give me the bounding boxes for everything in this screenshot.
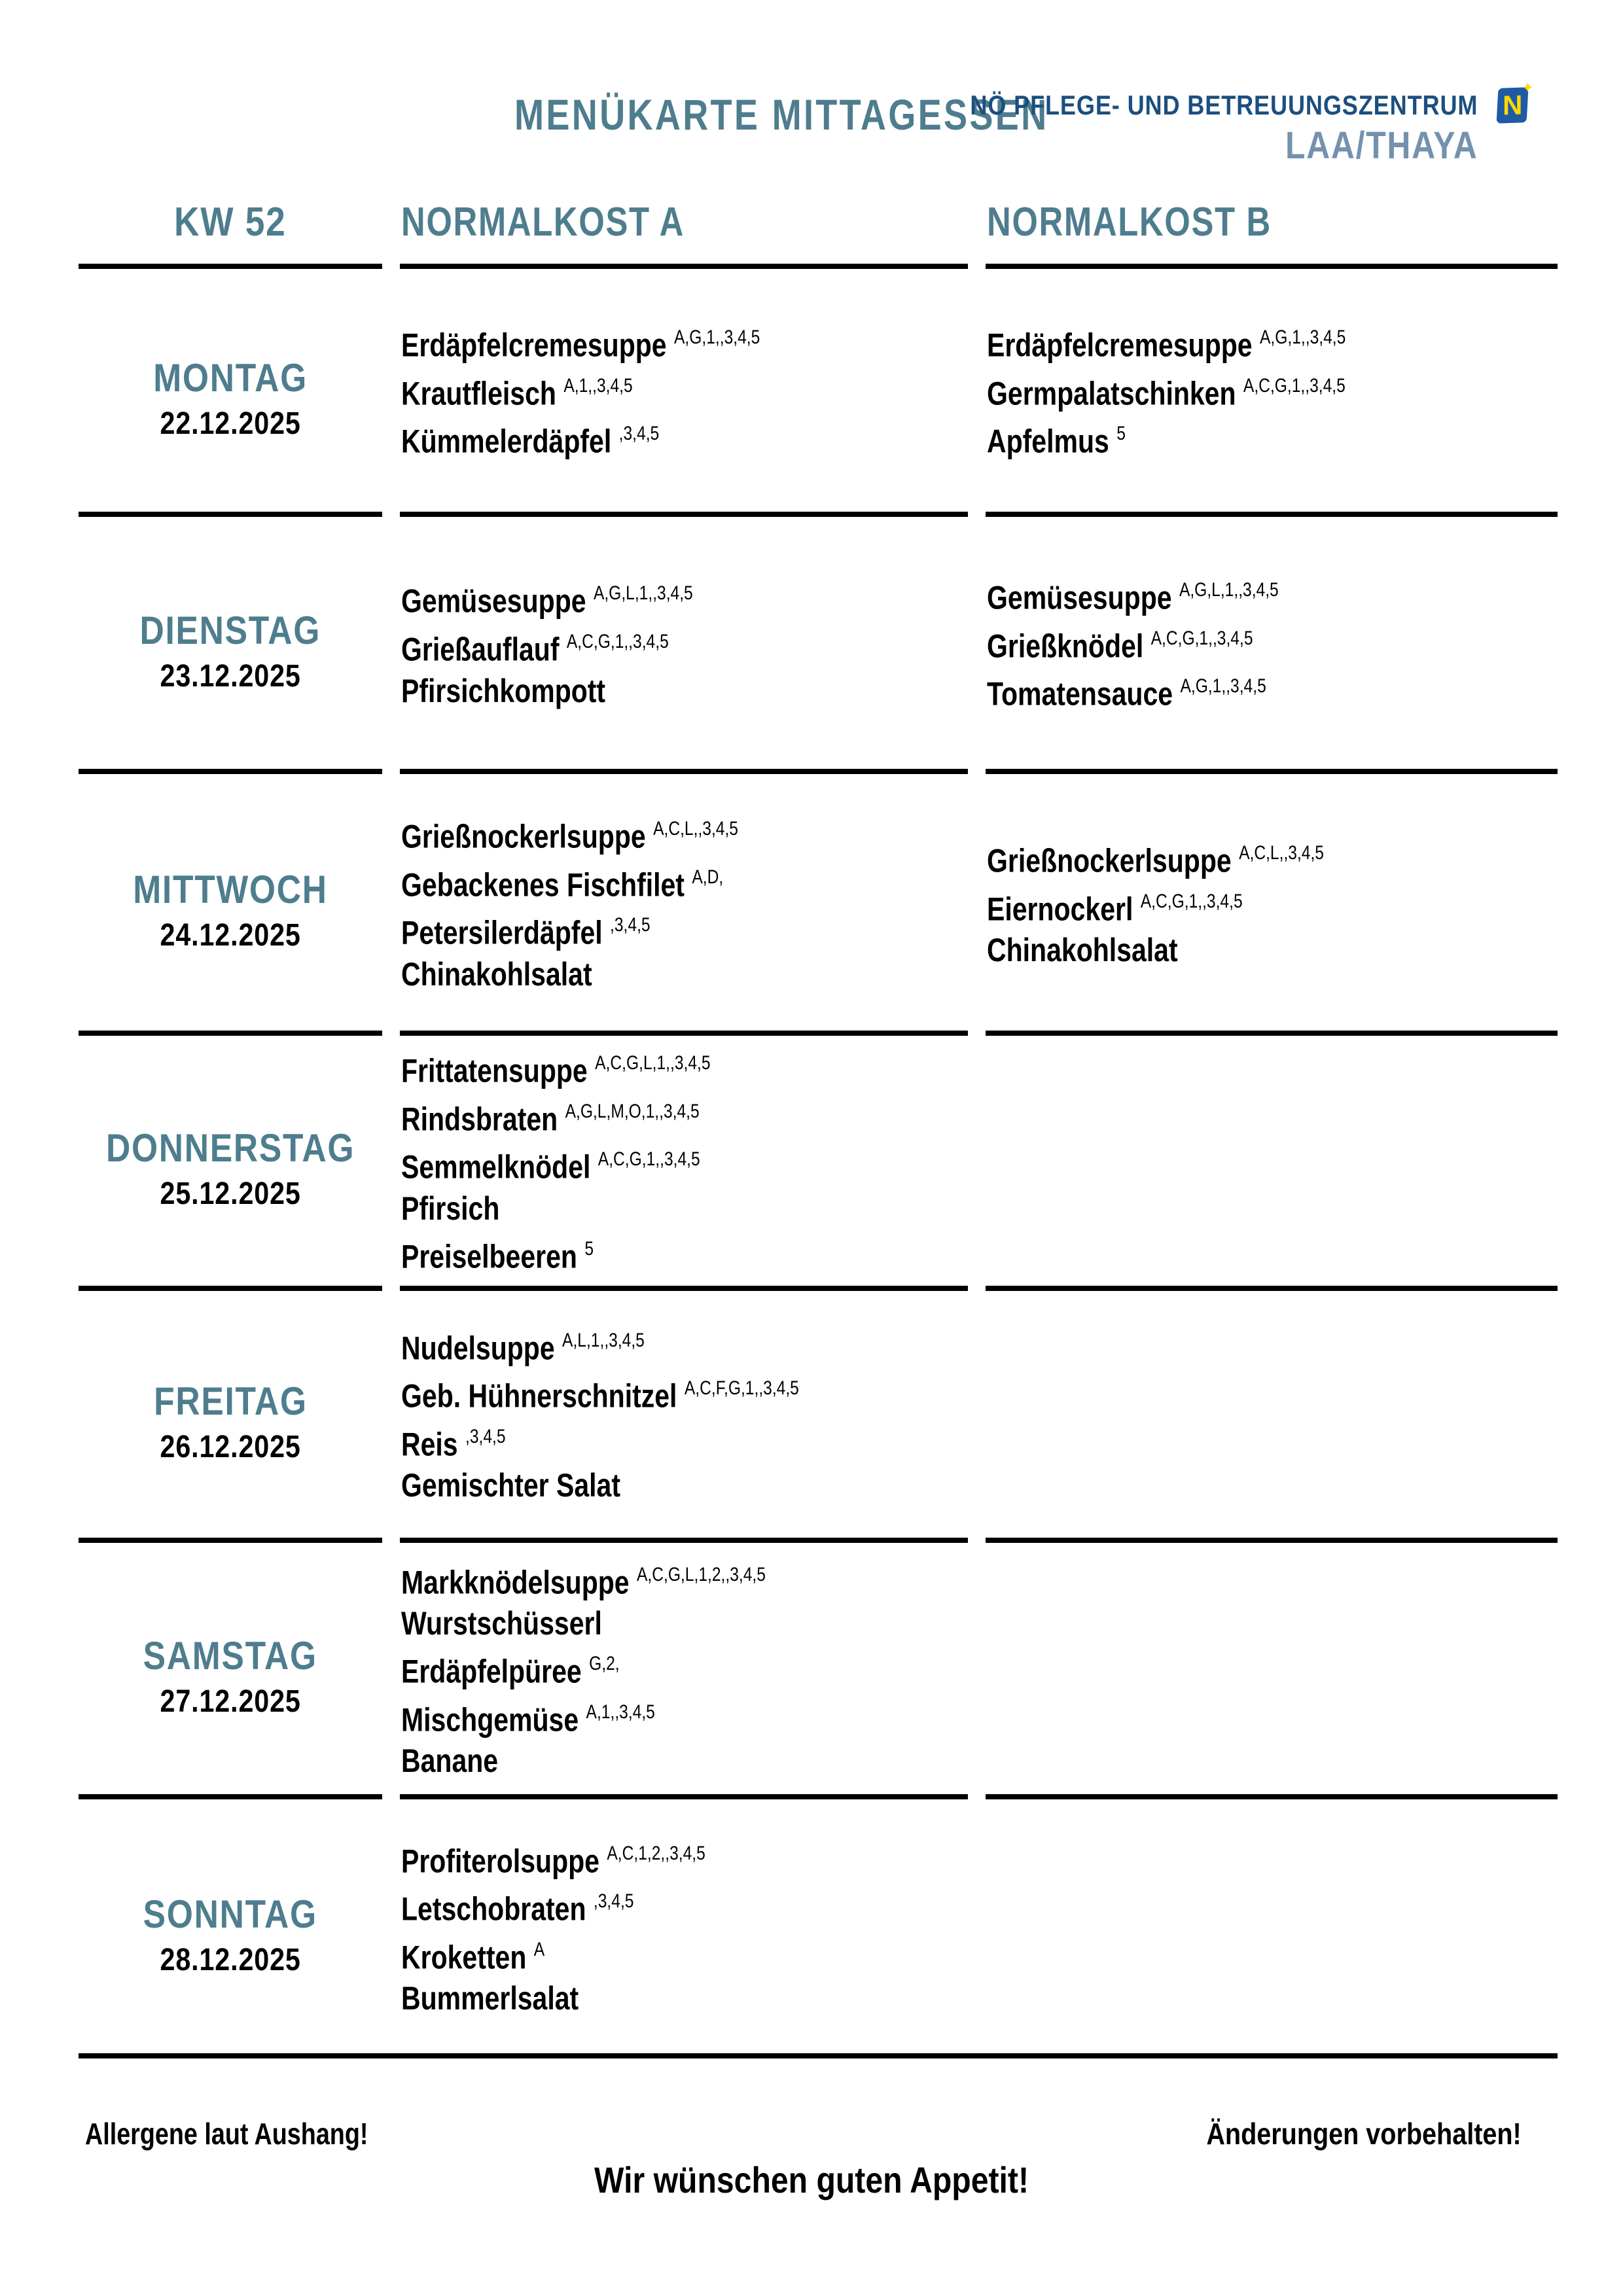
dish-name: Grießknödel: [987, 627, 1144, 665]
dish-line: [987, 667, 1266, 715]
dish-name: Wurstschüsserl: [401, 1605, 602, 1642]
dish-name: Gemischter Salat: [401, 1467, 620, 1504]
dish: [987, 834, 1558, 882]
dish-line: [987, 619, 1253, 667]
menu-row-mittwoch: [79, 774, 1558, 1036]
dish-line: [401, 318, 760, 366]
allergen-codes: A,1,,3,4,5: [563, 374, 633, 397]
menu-b-cell: [986, 774, 1558, 1036]
dish-name: Grießauflauf: [401, 631, 560, 668]
menu-row-samstag: [79, 1543, 1558, 1799]
dish: [401, 809, 968, 858]
dish-name: Kümmelerdäpfel: [401, 423, 612, 460]
menu-a-cell: [400, 517, 968, 774]
dish: [401, 1693, 968, 1741]
dish: [401, 1834, 968, 1882]
dish-name: Pfirsich: [401, 1190, 500, 1227]
bottom-rule: [79, 2053, 1558, 2058]
menu-row-montag: [79, 269, 1558, 517]
day-name: FREITAG: [153, 1379, 308, 1423]
dish: [401, 1369, 968, 1417]
dish-name: Erdäpfelcremesuppe: [987, 327, 1253, 364]
dish-name: Apfelmus: [987, 423, 1109, 460]
menu-b-cell: [986, 1543, 1558, 1799]
dish-line: [401, 1693, 655, 1741]
dish-name: Bummerlsalat: [401, 1980, 579, 2017]
day-name: DIENSTAG: [139, 608, 321, 652]
dish: [401, 574, 968, 622]
menu-a-cell: [400, 774, 968, 1036]
allergen-codes: A,G,1,,3,4,5: [1180, 675, 1266, 698]
menu-b-cell: [986, 269, 1558, 517]
menu-a-cell: [400, 1799, 968, 2054]
dish-name: Erdäpfelpüree: [401, 1653, 582, 1690]
dish: [987, 571, 1558, 619]
dish: [401, 671, 968, 712]
dish-name: Gemüsesuppe: [987, 579, 1172, 616]
dish-name: Petersilerdäpfel: [401, 914, 603, 951]
allergen-codes: ,3,4,5: [465, 1425, 506, 1447]
dish-name: Chinakohlsalat: [987, 932, 1178, 969]
day-date: 26.12.2025: [160, 1429, 301, 1464]
dish-line: [401, 622, 669, 671]
page-title-text: MENÜKARTE MITTAGESSEN: [514, 90, 1049, 139]
dish-name: Grießnockerlsuppe: [987, 842, 1232, 879]
dish: [987, 882, 1558, 930]
dish-line: [401, 574, 693, 622]
day-name: MITTWOCH: [133, 868, 328, 911]
allergen-codes: A,C,F,G,1,,3,4,5: [684, 1377, 799, 1400]
footer-appetit-message: [0, 2159, 1623, 2200]
table-header-row: [79, 202, 1558, 269]
allergen-codes: 5: [584, 1237, 594, 1260]
footer-changes-note: [1155, 2119, 1522, 2149]
dish-name: Chinakohlsalat: [401, 955, 592, 993]
allergen-codes: A,D,: [692, 866, 724, 888]
menu-a-cell: [400, 1543, 968, 1799]
footer-allergen-note: [85, 2119, 430, 2149]
dish: [987, 667, 1558, 715]
menu-a-cell: [400, 1036, 968, 1291]
dish-line: [401, 906, 651, 954]
dish-name: Mischgemüse: [401, 1701, 579, 1739]
dish-name: Pfirsichkompott: [401, 672, 606, 709]
footer-allergen-note-text: Allergene laut Aushang!: [85, 2117, 368, 2151]
menu-row-sonntag: [79, 1799, 1558, 2054]
noe-logo-icon: [1497, 79, 1535, 124]
dish: [401, 1978, 968, 2019]
dish: [401, 1740, 968, 1782]
dish: [987, 619, 1558, 667]
allergen-codes: ,3,4,5: [618, 423, 660, 445]
dish: [401, 1321, 968, 1369]
dish-line: [401, 1930, 544, 1979]
dish-line: [987, 366, 1346, 415]
dish-line: [401, 809, 738, 858]
allergen-codes: ,3,4,5: [610, 914, 651, 936]
menu-a-cell: [400, 269, 968, 517]
dish-line: [401, 1321, 645, 1369]
day-date: 27.12.2025: [160, 1684, 301, 1719]
dish: [401, 1229, 968, 1278]
week-label: KW 52: [174, 200, 287, 245]
dish-name: Nudelsuppe: [401, 1330, 555, 1367]
dish-line: [987, 414, 1126, 463]
organization-block: [887, 92, 1478, 165]
menu-b-cell: [986, 517, 1558, 774]
dish-line: [401, 1092, 700, 1140]
footer-appetit-message-text: Wir wünschen guten Appetit!: [594, 2159, 1029, 2200]
dish-line: [401, 1555, 766, 1604]
allergen-codes: A,L,1,,3,4,5: [562, 1329, 645, 1351]
allergen-codes: A,1,,3,4,5: [586, 1701, 655, 1723]
allergen-codes: A,C,G,1,,3,4,5: [1140, 890, 1243, 912]
dish-line: [401, 1465, 620, 1506]
footer-changes-note-text: Änderungen vorbehalten!: [1206, 2117, 1522, 2151]
dish-line: [401, 1044, 711, 1092]
allergen-codes: A: [533, 1938, 545, 1960]
day-date: 23.12.2025: [160, 658, 301, 694]
day-name: SONNTAG: [143, 1892, 318, 1936]
dish: [401, 1555, 968, 1604]
dish: [401, 1930, 968, 1979]
dish-line: [987, 834, 1324, 882]
dish: [401, 1465, 968, 1506]
day-cell: [79, 269, 382, 517]
dish-name: Tomatensauce: [987, 675, 1173, 713]
menu-rows: [79, 269, 1558, 2054]
day-date: 28.12.2025: [160, 1942, 301, 1977]
dish: [987, 318, 1558, 366]
day-date: 22.12.2025: [160, 406, 301, 441]
dish-line: [401, 1603, 602, 1644]
column-a-label: NORMALKOST A: [401, 200, 685, 245]
menu-row-donnerstag: [79, 1036, 1558, 1290]
dish: [401, 414, 968, 463]
dish-line: [987, 571, 1279, 619]
menu-b-cell: [986, 1290, 1558, 1543]
dish-line: [401, 1369, 799, 1417]
dish: [401, 318, 968, 366]
day-cell: [79, 1543, 382, 1799]
dish-line: [401, 1978, 579, 2019]
allergen-codes: A,G,L,1,,3,4,5: [1179, 579, 1279, 601]
organization-name-text: NÖ PFLEGE- UND BETREUUNGSZENTRUM: [969, 90, 1478, 120]
day-cell: [79, 1036, 382, 1291]
dish-line: [401, 954, 592, 995]
allergen-codes: A,C,G,L,1,,3,4,5: [595, 1052, 711, 1074]
organization-name: [887, 92, 1478, 119]
dish-line: [401, 858, 723, 906]
menu-row-freitag: [79, 1290, 1558, 1543]
menu-table: [79, 202, 1558, 2054]
dish-name: Grießnockerlsuppe: [401, 818, 646, 855]
allergen-codes: A,C,G,1,,3,4,5: [597, 1148, 700, 1171]
day-name: MONTAG: [153, 355, 308, 400]
menu-b-cell: [986, 1036, 1558, 1291]
dish-name: Gebackenes Fischfilet: [401, 866, 685, 904]
dish-line: [401, 1740, 498, 1782]
allergen-codes: A,G,1,,3,4,5: [1260, 327, 1346, 349]
dish: [401, 1882, 968, 1930]
day-date: 24.12.2025: [160, 918, 301, 953]
allergen-codes: A,G,L,1,,3,4,5: [593, 582, 693, 605]
menu-b-cell: [986, 1799, 1558, 2054]
allergen-codes: A,C,G,L,1,2,,3,4,5: [636, 1563, 766, 1585]
organization-location-text: LAA/THAYA: [1285, 124, 1478, 167]
dish-name: Eiernockerl: [987, 891, 1133, 928]
logo-letter: N: [1502, 89, 1523, 121]
week-header-cell: [79, 202, 382, 269]
dish-line: [987, 318, 1346, 366]
dish: [401, 906, 968, 954]
allergen-codes: G,2,: [589, 1653, 620, 1675]
menu-row-dienstag: [79, 517, 1558, 774]
dish: [401, 1044, 968, 1092]
dish-line: [987, 882, 1243, 930]
dish-name: Preiselbeeren: [401, 1238, 577, 1275]
column-b-label: NORMALKOST B: [987, 200, 1272, 245]
column-a-header-cell: [400, 202, 968, 269]
dish-name: Erdäpfelcremesuppe: [401, 327, 667, 364]
allergen-codes: A,C,G,1,,3,4,5: [1243, 374, 1346, 397]
organization-location: [887, 119, 1478, 165]
dish-line: [401, 1644, 620, 1693]
day-date: 25.12.2025: [160, 1176, 301, 1211]
dish-name: Gemüsesuppe: [401, 583, 586, 620]
allergen-codes: 5: [1116, 423, 1126, 445]
allergen-codes: A,G,L,M,O,1,,3,4,5: [565, 1100, 700, 1122]
dish-name: Letschobraten: [401, 1890, 586, 1928]
dish-name: Geb. Hühnerschnitzel: [401, 1377, 677, 1415]
day-cell: [79, 774, 382, 1036]
dish-line: [401, 1417, 506, 1466]
dish: [401, 1188, 968, 1229]
dish-name: Rindsbraten: [401, 1101, 558, 1138]
day-cell: [79, 517, 382, 774]
day-name: DONNERSTAG: [105, 1125, 355, 1170]
dish-name: Profiterolsuppe: [401, 1843, 599, 1880]
dish-name: Germpalatschinken: [987, 375, 1236, 412]
dish: [401, 622, 968, 671]
day-name: SAMSTAG: [143, 1634, 318, 1678]
day-cell: [79, 1290, 382, 1543]
dish-line: [401, 671, 605, 712]
dish-name: Semmelknödel: [401, 1148, 591, 1186]
dish: [401, 1140, 968, 1188]
dish-name: Markknödelsuppe: [401, 1564, 630, 1601]
allergen-codes: A,C,G,1,,3,4,5: [566, 631, 669, 652]
dish-name: Krautfleisch: [401, 375, 556, 412]
sparkle-icon: ✦: [1521, 79, 1535, 96]
column-b-header-cell: [986, 202, 1558, 269]
allergen-codes: A,C,L,,3,4,5: [653, 818, 738, 840]
dish: [987, 366, 1558, 415]
dish-name: Frittatensuppe: [401, 1052, 588, 1089]
dish: [401, 1092, 968, 1140]
allergen-codes: A,G,1,,3,4,5: [674, 327, 760, 349]
dish-line: [401, 1229, 594, 1278]
dish-line: [401, 1834, 705, 1882]
allergen-codes: A,C,G,1,,3,4,5: [1150, 627, 1253, 649]
menu-a-cell: [400, 1290, 968, 1543]
dish-line: [401, 414, 659, 463]
dish-line: [401, 1882, 633, 1930]
dish: [401, 366, 968, 415]
dish-line: [987, 930, 1178, 971]
allergen-codes: A,C,L,,3,4,5: [1239, 841, 1324, 864]
dish-name: Banane: [401, 1742, 499, 1780]
dish: [987, 414, 1558, 463]
day-cell: [79, 1799, 382, 2054]
dish-line: [401, 366, 633, 415]
dish-line: [401, 1140, 700, 1188]
dish-name: Reis: [401, 1426, 458, 1463]
dish-line: [401, 1188, 499, 1229]
dish: [401, 858, 968, 906]
dish: [987, 930, 1558, 971]
allergen-codes: A,C,1,2,,3,4,5: [607, 1842, 705, 1864]
dish: [401, 1417, 968, 1466]
dish: [401, 1644, 968, 1693]
dish: [401, 1603, 968, 1644]
dish-name: Kroketten: [401, 1939, 527, 1976]
allergen-codes: ,3,4,5: [593, 1890, 634, 1913]
dish: [401, 954, 968, 995]
